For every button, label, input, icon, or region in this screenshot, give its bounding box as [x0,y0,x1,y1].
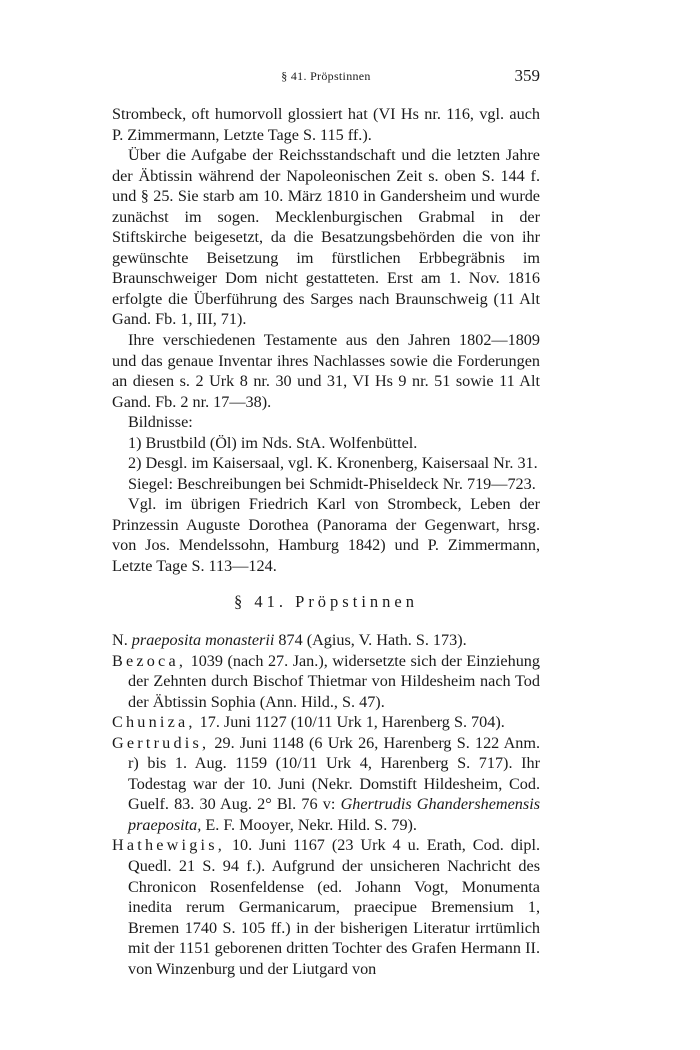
entry-hathewigis [112,835,540,979]
entry-italic: praeposita monasterii [131,631,275,649]
bildnis-item-1: 1) Brustbild (Öl) im Nds. StA. Wolfenbüttel. [128,433,418,452]
entry-text: 29. Juni 1148 (6 Urk 26, Harenberg S. 122 Anm. r) bis 1. Aug. 1159 (10/11 Urk 4, Harenberg S. 717). Ihr Todestag war der 10. Juni (Nekr. Domstift Hildesheim, Cod. Guelf. 83. 30 Aug. 2° Bl. 76 v: [128,733,540,814]
entry-italic: Ghertrudis Ghandershemensis praeposita, [128,795,540,834]
entry-text: E. F. Mooyer, Nekr. Hild. S. 79). [201,815,417,834]
paragraph-vgl: Vgl. im übrigen Friedrich Karl von Strombeck, Leben der Prinzessin Auguste Dorothea (Panorama der Gegenwart, hrsg. von Jos. Mendelssohn, Hamburg 1842) und P. Zimmermann, Letzte Tage S. 113—124. [112,495,540,576]
entry-name: Chuniza, [112,713,196,732]
running-head [112,66,540,86]
siegel-line: Siegel: Beschreibungen bei Schmidt-Phiseldeck Nr. 719—723. [128,474,536,493]
entry-praeposita [112,630,540,651]
entry-name: Gertrudis, [112,733,210,752]
page-number: 359 [514,66,540,85]
bildnis-item-2: 2) Desgl. im Kaisersaal, vgl. K. Kronenberg, Kaisersaal Nr. 31. [128,454,538,473]
entry-name: N. [112,631,128,649]
body-text-top [112,104,540,577]
paragraph-testamente: Ihre verschiedenen Testamente aus den Jahren 1802—1809 und das genaue Inventar ihres Nachlasses sowie die Forderungen an diesen s. 2 Urk 8 nr. 30 und 31, VI Hs 9 nr. 51 sowie 11 Alt Gand. Fb. 2 nr. 17—38). [112,331,540,411]
entry-text: 17. Juni 1127 (10/11 Urk 1, Harenberg S. 704). [195,713,505,732]
paragraph-continued: Strombeck, oft humorvoll glossiert hat (VI Hs nr. 116, vgl. auch P. Zimmermann, Letzte Tage S. 115 ff.). [112,105,540,144]
body-text-entries [112,630,540,979]
entry-text: 1039 (nach 27. Jan.), widersetzte sich der Einziehung der Zehnten durch Bischof Thietmar von Hildesheim nach Tod der Äbtissin Sophia (Ann. Hild., S. 47). [128,651,540,711]
paragraph-reichsstandschaft: Über die Aufgabe der Reichsstandschaft und die letzten Jahre der Äbtissin während der Napoleonischen Zeit s. oben S. 144 f. und § 25. Sie starb am 10. März 1810 in Gandersheim und wurde zunächst im sogen. Mecklenburgischen Grabmal in der Stiftskirche beigesetzt, da die Besatzungsbehörden die von ihr gewünschte Beisetzung im fürstlichen Erbbegräbnis im Braunschweiger Dom nicht gestatteten. Erst am 1. Nov. 1816 erfolgte die Überführung des Sarges nach Braunschweig (11 Alt Gand. Fb. 1, III, 71). [112,146,540,329]
entry-bezoca [112,651,540,713]
entry-chuniza [112,712,540,733]
entry-text: 10. Juni 1167 (23 Urk 4 u. Erath, Cod. dipl. Quedl. 21 S. 94 f.). Aufgrund der unsicheren Nachricht des Chronicon Rosenfeldense (ed. Johann Vogt, Monumenta inedita rerum Germanicarum, praecipue Bremensium 1, Bremen 1740 S. 105 ff.) in der bisherigen Literatur irrtümlich mit der 1151 geborenen dritten Tochter des Grafen Hermann II. von Winzenburg und der Liutgard von [128,836,540,978]
entry-name: Bezoca, [112,651,187,670]
entry-gertrudis [112,733,540,836]
section-heading: § 41. Pröpstinnen [234,592,418,611]
bildnisse-label: Bildnisse: [128,413,193,432]
entry-text: 874 (Agius, V. Hath. S. 173). [274,631,467,649]
entry-name: Hathewigis, [112,836,225,855]
running-head-title: § 41. Pröpstinnen [281,69,371,83]
